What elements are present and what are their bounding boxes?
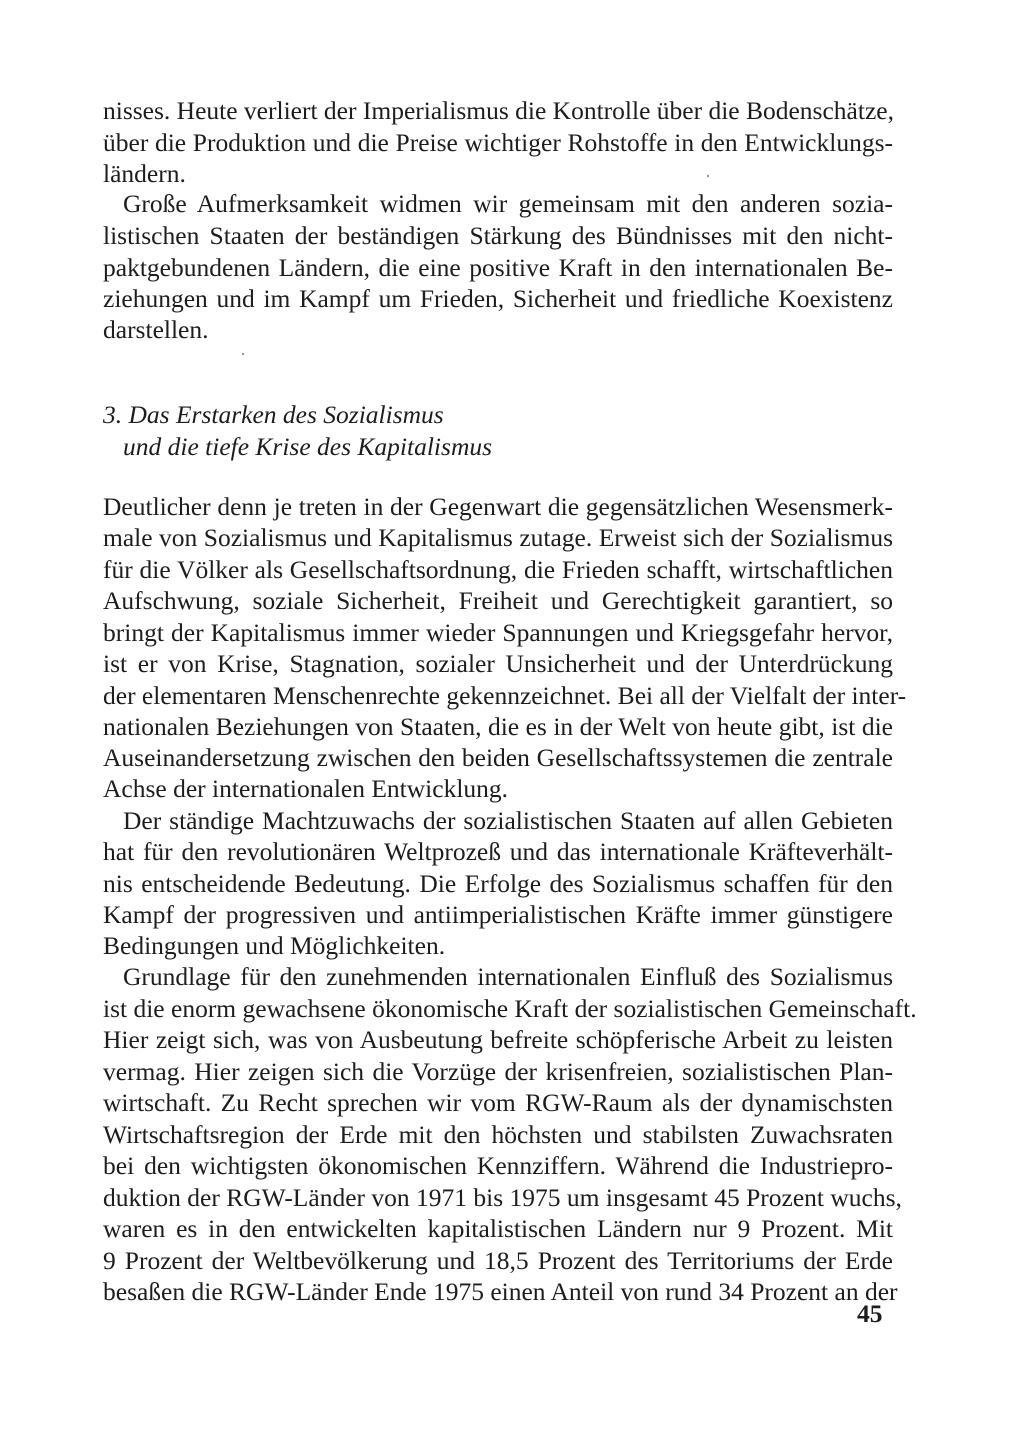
section-heading-line-2: und die tiefe Krise des Kapitalismus <box>123 432 493 461</box>
text-line: hat für den revolutionären Weltprozeß und das internationale Kräfteverhält- <box>103 837 893 866</box>
text-line: Kampf der progressiven und antiimperialistischen Kräfte immer günstigere <box>103 900 893 929</box>
text-line: Große Aufmerksamkeit widmen wir gemeinsam mit den anderen sozia- <box>123 189 893 218</box>
text-line: bei den wichtigsten ökonomischen Kennziffern. Während die Industriepro- <box>103 1151 893 1180</box>
text-line: listischen Staaten der beständigen Stärkung des Bündnisses mit den nicht- <box>103 221 893 250</box>
text-line: Grundlage für den zunehmenden internationalen Einfluß des Sozialismus <box>123 962 893 991</box>
text-line: für die Völker als Gesellschaftsordnung, die Frieden schafft, wirtschaftlichen <box>103 555 893 584</box>
text-line: Hier zeigt sich, was von Ausbeutung befreite schöpferische Arbeit zu leisten <box>103 1025 893 1054</box>
text-line: über die Produktion und die Preise wichtiger Rohstoffe in den Entwicklungs- <box>103 128 893 157</box>
text-line: male von Sozialismus und Kapitalismus zutage. Erweist sich der Sozialismus <box>103 523 893 552</box>
scan-speck <box>707 175 709 177</box>
text-line: bringt der Kapitalismus immer wieder Spannungen und Kriegsgefahr hervor, <box>103 618 893 647</box>
text-line: waren es in den entwickelten kapitalistischen Ländern nur 9 Prozent. Mit <box>103 1214 893 1243</box>
text-line: wirtschaft. Zu Recht sprechen wir vom RGW-Raum als der dynamischsten <box>103 1088 893 1117</box>
text-line: duktion der RGW-Länder von 1971 bis 1975 um insgesamt 45 Prozent wuchs, <box>103 1183 902 1212</box>
text-line: Bedingungen und Möglichkeiten. <box>103 931 446 960</box>
text-line: Wirtschaftsregion der Erde mit den höchsten und stabilsten Zuwachsraten <box>103 1120 893 1149</box>
text-line: nisses. Heute verliert der Imperialismus die Kontrolle über die Bodenschätze, <box>103 96 894 125</box>
text-line: Aufschwung, soziale Sicherheit, Freiheit und Gerechtigkeit garantiert, so <box>103 586 893 615</box>
text-line: Achse der internationalen Entwicklung. <box>103 774 509 803</box>
text-line: ist er von Krise, Stagnation, sozialer Unsicherheit und der Unterdrückung <box>103 649 893 678</box>
scan-speck <box>242 353 244 355</box>
section-heading-line-1: 3. Das Erstarken des Sozialismus <box>103 400 444 429</box>
text-line: paktgebundenen Ländern, die eine positive Kraft in den internationalen Be- <box>103 253 893 282</box>
text-line: ländern. <box>103 159 186 188</box>
page-number: 45 <box>857 1299 883 1328</box>
text-line: ist die enorm gewachsene ökonomische Kraft der sozialistischen Gemeinschaft. <box>103 994 917 1023</box>
text-line: darstellen. <box>103 315 209 344</box>
text-line: Der ständige Machtzuwachs der sozialistischen Staaten auf allen Gebieten <box>123 806 893 835</box>
text-line: besaßen die RGW-Länder Ende 1975 einen Anteil von rund 34 Prozent an der <box>103 1277 898 1306</box>
text-line: nationalen Beziehungen von Staaten, die es in der Welt von heute gibt, ist die <box>103 712 893 741</box>
text-line: 9 Prozent der Weltbevölkerung und 18,5 Prozent des Territoriums der Erde <box>103 1246 893 1275</box>
text-line: vermag. Hier zeigen sich die Vorzüge der krisenfreien, sozialistischen Plan- <box>103 1057 893 1086</box>
text-line: Deutlicher denn je treten in der Gegenwart die gegensätzlichen Wesensmerk- <box>103 492 893 521</box>
text-line: der elementaren Menschenrechte gekennzeichnet. Bei all der Vielfalt der inter- <box>103 681 907 710</box>
text-line: Auseinandersetzung zwischen den beiden Gesellschaftssystemen die zentrale <box>103 743 893 772</box>
text-line: ziehungen und im Kampf um Frieden, Sicherheit und friedliche Koexistenz <box>103 284 893 313</box>
text-line: nis entscheidende Bedeutung. Die Erfolge des Sozialismus schaffen für den <box>103 869 893 898</box>
